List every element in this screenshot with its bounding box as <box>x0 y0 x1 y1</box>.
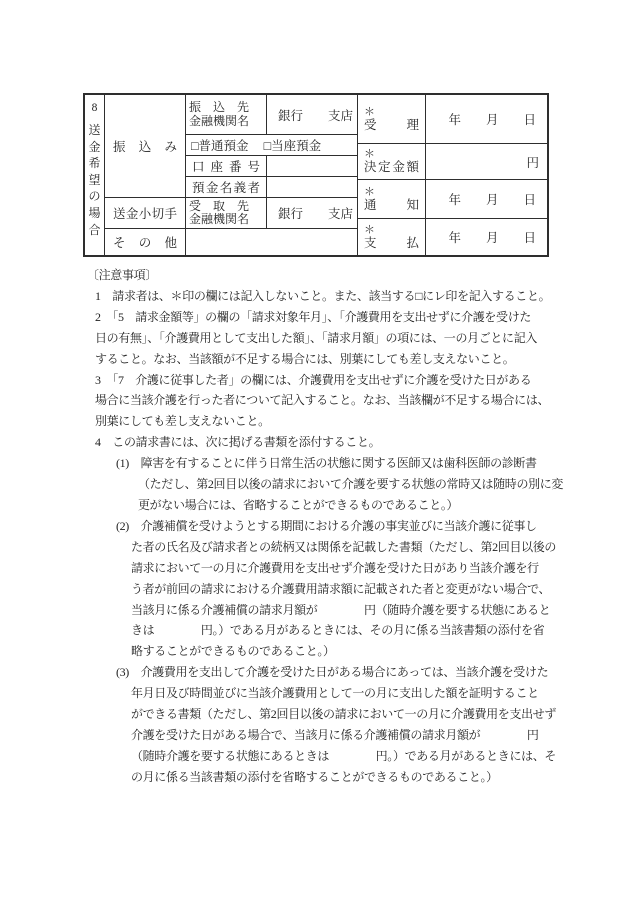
transfer-bank-label-line1: 振 込 先 <box>189 100 250 114</box>
method-row-sonota <box>105 229 185 255</box>
section-label-char: 金 <box>88 139 101 154</box>
asterisk-mark: ＊ <box>364 148 375 160</box>
section-label-char: 送 <box>88 123 101 137</box>
note-line: 別葉にしても差し支えないこと。 <box>95 414 270 429</box>
payee-bank-label <box>186 198 267 228</box>
asterisk-mark: ＊ <box>364 185 375 198</box>
payee-bank-branch-field[interactable]: 銀行 支店 <box>277 207 353 221</box>
method-furikomi-label: 振込み <box>113 140 177 154</box>
section-header-vertical <box>85 95 105 255</box>
note-line: （随時介護を要する状態にあるときは 円。）である月があるときには、そ <box>131 748 557 763</box>
note-line: う者が前回の請求における介護費用請求額に記載された者と変更がない場合で、 <box>131 581 551 596</box>
office-use-columns <box>358 95 547 255</box>
section-number: 8 <box>91 102 98 114</box>
section-label-char: の <box>88 189 101 204</box>
transfer-bank-branch-field[interactable]: 銀行 支店 <box>277 108 353 123</box>
bank-detail-columns <box>186 95 358 255</box>
section-label-char: 合 <box>88 222 101 237</box>
toza-yokin-checkbox[interactable]: □当座預金 <box>263 139 322 153</box>
shiharai-label: ＊ 支払 <box>358 219 426 255</box>
note-line: 3 「7 介護に従事した者」の欄には、介護費用を支出せずに介護を受けた日がある <box>95 372 532 387</box>
tsuchi-date-field: 年 月 日 <box>448 193 536 207</box>
note-line: 請求において一の月に介護費用を支出せず介護を受けた日があり当該介護を行 <box>131 560 539 575</box>
shiharai-row <box>358 219 547 255</box>
note-line: すること。なお、当該額が不足する場合には、別葉にしても差し支えないこと。 <box>95 351 515 366</box>
juri-row <box>358 95 547 144</box>
tsuchi-row <box>358 180 547 219</box>
kettei-kingaku-row <box>358 144 547 180</box>
account-holder-label: 預金名義者 <box>186 177 267 197</box>
transfer-bank-label <box>186 95 267 134</box>
account-number-label: 口座番号 <box>186 156 267 176</box>
kettei-kingaku-label: ＊ 決定金額 <box>358 144 426 179</box>
payee-bank-label-line2: 金融機関名 <box>189 212 250 226</box>
note-line: 年月日及び時間並びに当該介護費用として一の月に支出した額を証明すること <box>131 686 539 701</box>
note-line: の月に係る当該書類の添付を省略することができるものであること。） <box>131 769 498 784</box>
note-line: 2 「5 請求金額等」の欄の「請求対象年月」、「介護費用を支出せずに介護を受けた <box>95 309 532 324</box>
futsu-yokin-checkbox[interactable]: □普通預金 <box>191 139 249 153</box>
note-line: 略することができるものであること。） <box>131 644 335 659</box>
remittance-request-table <box>83 93 549 257</box>
account-holder-row <box>186 177 357 198</box>
method-sonota-label: その他 <box>113 236 177 250</box>
note-line: きは 円。）である月があるときには、その月に係る当該書類の添付を省 <box>131 623 545 638</box>
method-column <box>105 95 186 255</box>
kettei-kingaku-field: 円 <box>526 155 539 170</box>
note-line: 場合に当該介護を行った者について記入すること。なお、当該欄が不足する場合には、 <box>95 393 550 408</box>
asterisk-mark: ＊ <box>364 223 375 236</box>
account-holder-field[interactable] <box>267 177 357 197</box>
other-method-field[interactable] <box>186 229 357 255</box>
transfer-bank-row <box>186 95 357 135</box>
section-label-vertical <box>88 122 100 238</box>
payee-bank-row <box>186 198 357 229</box>
method-sokin-kogitte-label: 送金小切手 <box>113 207 177 221</box>
section-label-char: 場 <box>88 205 101 220</box>
transfer-bank-label-line2: 金融機関名 <box>189 113 250 128</box>
payee-bank-label-line1: 受 取 先 <box>189 198 250 213</box>
note-line: (3) 介護費用を支出して介護を受けた日がある場合にあっては、当該介護を受けた <box>116 665 549 680</box>
note-line: 介護を受けた日がある場合で、当該月に係る介護補償の請求月額が 円 <box>131 727 539 742</box>
notes-section <box>85 265 564 788</box>
note-line: (1) 障害を有することに伴う日常生活の状態に関する医師又は歯科医師の診断書 <box>116 456 537 471</box>
account-type-row <box>186 135 357 156</box>
tsuchi-label: ＊ 通知 <box>358 180 426 218</box>
note-line: （ただし、第2回目以後の請求において介護を要する状態の常時又は随時の別に変 <box>138 477 564 492</box>
shiharai-date-field: 年 月 日 <box>448 231 536 245</box>
note-line: (2) 介護補償を受けようとする期間における介護の事実並びに当該介護に従事し <box>116 518 537 533</box>
note-line: ができる書類（ただし、第2回目以後の請求において一の月に介護費用を支出せず <box>131 707 557 722</box>
note-line: 更がない場合には、省略することができるものであること。） <box>138 497 459 512</box>
account-number-row <box>186 156 357 177</box>
note-line: 4 この請求書には、次に掲げる書類を添付すること。 <box>95 435 381 450</box>
method-row-furikomi <box>105 95 185 198</box>
section-label-char: 望 <box>88 172 101 187</box>
note-line: 当該月に係る介護補償の請求月額が 円（随時介護を要する状態にあると <box>131 602 551 617</box>
note-line: 1 請求者は、＊印の欄には記入しないこと。また、該当する□にレ印を記入すること。 <box>95 288 551 303</box>
juri-label: ＊ 受理 <box>358 95 426 143</box>
method-row-sokin-kogitte <box>105 198 185 229</box>
section-label-char: 希 <box>88 156 101 171</box>
asterisk-mark: ＊ <box>364 105 375 118</box>
juri-date-field: 年 月 日 <box>448 113 536 127</box>
note-line: 〔注意事項〕 <box>87 268 157 282</box>
note-line: た者の氏名及び請求者との続柄又は関係を記載した書類（ただし、第2回目以後の <box>131 539 557 554</box>
note-line: 日の有無」、「介護費用として支出した額」、「請求月額」の項には、一の月ごとに記入 <box>95 330 538 345</box>
account-number-field[interactable] <box>267 156 357 176</box>
